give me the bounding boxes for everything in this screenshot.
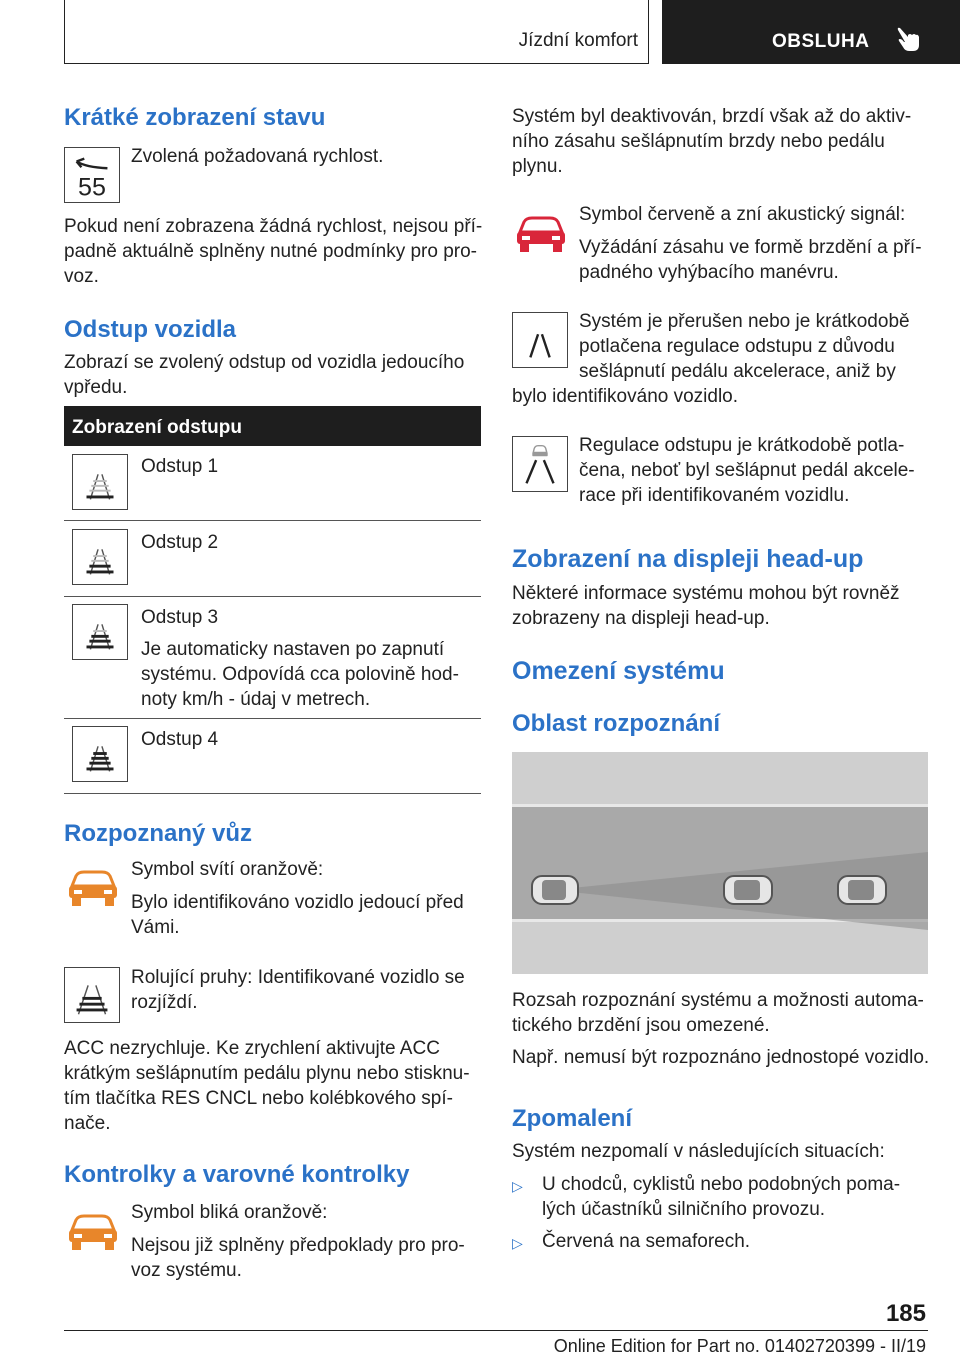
speed-icon-label: 55 xyxy=(78,173,106,202)
footer-edition: Online Edition for Part no. 01402720399 - II/19 xyxy=(553,1336,926,1356)
acc-line-2: krátkým sešlápnutím pedálu plynu nebo stisknu‐ xyxy=(64,1063,470,1084)
distance-2-icon xyxy=(72,529,128,585)
own-car-icon xyxy=(532,876,578,904)
detected-line-2: Vámi. xyxy=(131,917,180,938)
heading-detected-vehicle: Rozpoznaný vůz xyxy=(64,820,253,847)
heading-head-up-display: Zobrazení na displeji head-up xyxy=(512,545,864,573)
row-divider xyxy=(64,520,481,521)
orange-car-icon xyxy=(66,868,120,912)
distance-1-label: Odstup 1 xyxy=(141,456,219,477)
deactivated-line-3: plynu. xyxy=(512,156,563,177)
heading-warning-lights: Kontrolky a varovné kontrolky xyxy=(64,1161,410,1188)
distance-4-icon xyxy=(72,726,128,782)
distance-line-1: Zobrazí se zvolený odstup od vozidla jedoucího xyxy=(64,352,465,373)
range-line-1: Rozsah rozpoznání systému a možnosti automa‐ xyxy=(512,990,924,1011)
distance-3-desc-2: systému. Odpovídá cca polovině hod‐ xyxy=(141,664,459,685)
no-speed-line-2: padně aktuálně splněny nutné podmínky pro pro‐ xyxy=(64,241,477,262)
detected-symbol-text: Symbol svítí oranžově: xyxy=(131,859,324,880)
interrupted-lanes-icon xyxy=(512,312,568,368)
suppress-line-3: race při identifikovaném vozidlu. xyxy=(579,485,850,506)
bullet-2-line-1: Červená na semaforech. xyxy=(542,1231,751,1252)
red-line-1: Vyžádání zásahu ve formě brzdění a pří‐ xyxy=(579,237,922,258)
bullet-1-line-2: lých účastníků silničního provozu. xyxy=(542,1199,826,1220)
row-divider xyxy=(64,596,481,597)
interrupt-line-1: Systém je přerušen nebo je krátkodobě xyxy=(579,311,910,332)
header-chapter-box xyxy=(662,0,960,64)
distance-3-desc-3: noty km/h - údaj v metrech. xyxy=(141,689,371,710)
suppress-line-2: čena, neboť byl sešlápnut pedál akcele‐ xyxy=(579,460,915,481)
heading-deceleration: Zpomalení xyxy=(512,1105,633,1132)
distance-4-label: Odstup 4 xyxy=(141,729,219,750)
row-divider xyxy=(64,793,481,794)
deactivated-line-2: ního zásahu sešlápnutím brzdy nebo pedálu xyxy=(512,131,885,152)
bullet-1-line-1: U chodců, cyklistů nebo podobných poma‐ xyxy=(542,1174,901,1195)
suppress-line-1: Regulace odstupu je krátkodobě potla‐ xyxy=(579,435,905,456)
no-speed-line-1: Pokud není zobrazena žádná rychlost, nejsou pří‐ xyxy=(64,216,483,237)
acc-line-4: nače. xyxy=(64,1113,111,1134)
detected-line-1: Bylo identifikováno vozidlo jedoucí před xyxy=(131,892,464,913)
acc-line-1: ACC nezrychluje. Ke zrychlení aktivujte ACC xyxy=(64,1038,440,1059)
pointing-hand-icon xyxy=(894,24,924,54)
suppressed-lanes-car-icon xyxy=(512,436,568,492)
speed-display-icon xyxy=(64,147,120,203)
distance-1-icon xyxy=(72,454,128,510)
header-chapter-title: OBSLUHA xyxy=(772,31,870,52)
blink-line-1: Nejsou již splněny předpoklady pro pro‐ xyxy=(131,1235,465,1256)
hud-line-1: Některé informace systému mohou být rovněž xyxy=(512,583,900,604)
red-line-2: padného vyhýbacího manévru. xyxy=(579,262,839,283)
header-section-box xyxy=(64,0,649,64)
row-divider xyxy=(64,718,481,719)
rolling-line-2: rozjíždí. xyxy=(131,992,198,1013)
hud-line-2: zobrazeny na displeji head-up. xyxy=(512,608,770,629)
interrupt-line-3: sešlápnutí pedálu akcelerace, aniž by xyxy=(579,361,896,382)
interrupt-tail: bylo identifikováno vozidlo. xyxy=(512,386,739,407)
distance-3-icon xyxy=(72,604,128,660)
range-line-2: tického brzdění jsou omezené. xyxy=(512,1015,770,1036)
rolling-line-1: Rolující pruhy: Identifikované vozidlo se xyxy=(131,967,465,988)
distance-2-label: Odstup 2 xyxy=(141,532,219,553)
rolling-lanes-icon xyxy=(64,967,120,1023)
bullet-triangle-icon: ▷ xyxy=(512,1178,523,1194)
speed-text: Zvolená požadovaná rychlost. xyxy=(131,146,384,167)
no-speed-line-3: voz. xyxy=(64,266,99,287)
blink-line-2: voz systému. xyxy=(131,1260,242,1281)
header-section-title: Jízdní komfort xyxy=(518,30,638,51)
footer-divider xyxy=(64,1330,928,1331)
distance-table-header: Zobrazení odstupu xyxy=(64,406,481,446)
red-car-icon xyxy=(514,214,568,258)
interrupt-line-2: potlačena regulace odstupu z důvodu xyxy=(579,336,895,357)
slow-intro: Systém nezpomalí v následujících situacích: xyxy=(512,1141,885,1162)
heading-system-limits: Omezení systému xyxy=(512,657,725,685)
bullet-triangle-icon: ▷ xyxy=(512,1235,523,1251)
heading-vehicle-distance: Odstup vozidla xyxy=(64,316,237,343)
orange-car-blink-icon xyxy=(66,1212,120,1256)
blink-symbol-text: Symbol bliká oranžově: xyxy=(131,1202,328,1223)
deactivated-line-1: Systém byl deaktivován, brzdí však až do aktiv‐ xyxy=(512,106,912,127)
example-text: Např. nemusí být rozpoznáno jednostopé vozidlo. xyxy=(512,1047,930,1068)
heading-short-status: Krátké zobrazení stavu xyxy=(64,104,326,131)
heading-detection-range: Oblast rozpoznání xyxy=(512,710,721,737)
vehicle-ahead-icon xyxy=(724,876,772,904)
distance-line-2: vpředu. xyxy=(64,377,128,398)
detection-range-illustration xyxy=(512,752,928,974)
acc-line-3: tím tlačítka RES CNCL nebo kolébkového spí‐ xyxy=(64,1088,453,1109)
distance-3-label: Odstup 3 xyxy=(141,607,219,628)
vehicle-far-icon xyxy=(838,876,886,904)
red-symbol-text: Symbol červeně a zní akustický signál: xyxy=(579,204,906,225)
distance-3-desc-1: Je automaticky nastaven po zapnutí xyxy=(141,639,445,660)
page-number: 185 xyxy=(885,1300,926,1327)
